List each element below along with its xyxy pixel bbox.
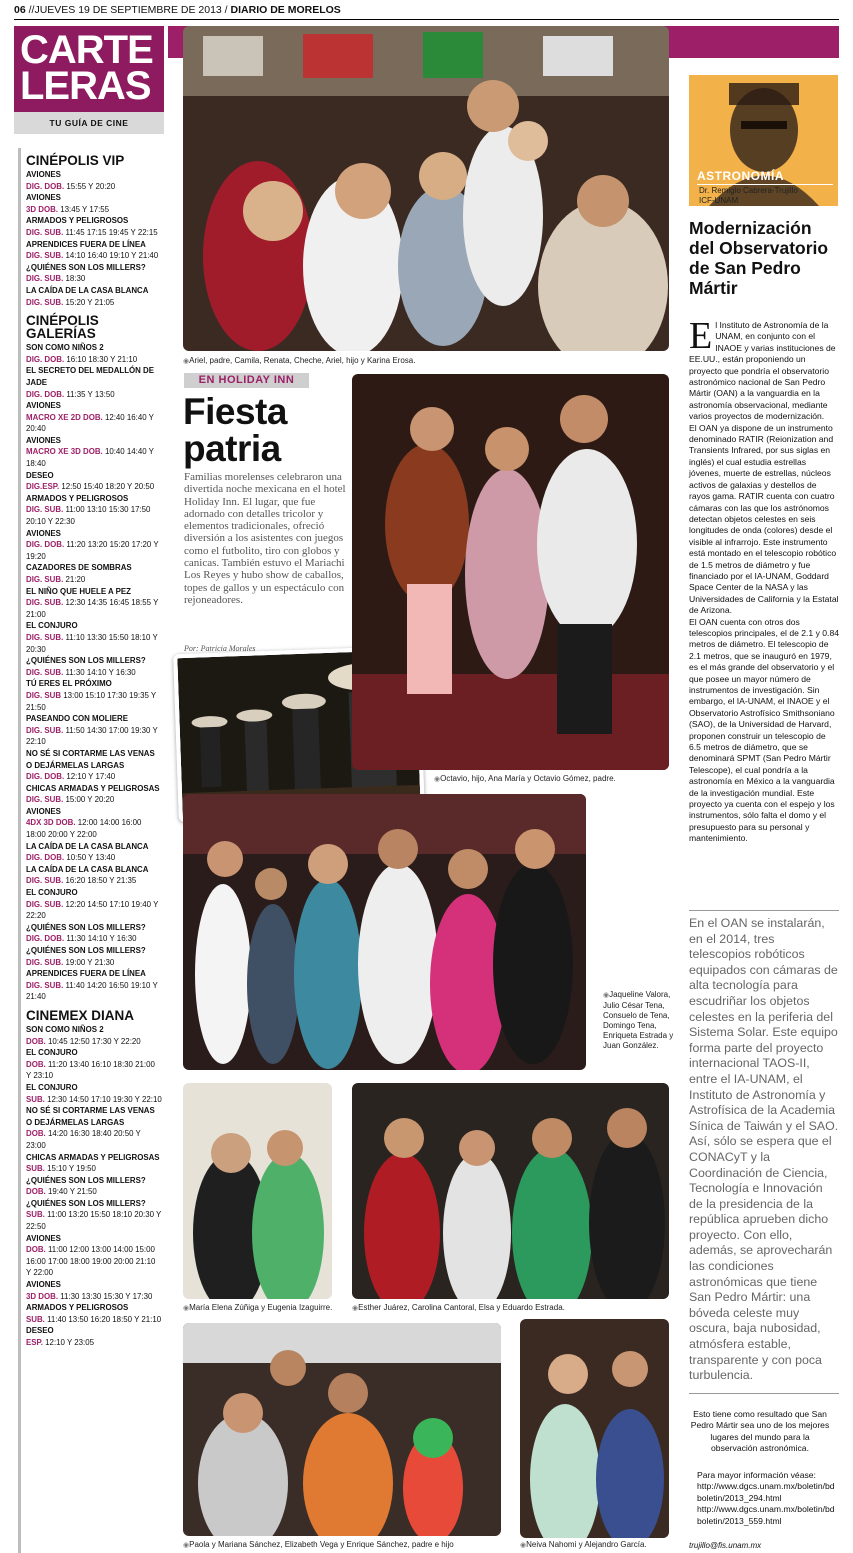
column-outro: Esto tiene como resultado que San Pedro Mártir sea uno de los mejores lugares del mundo para la observación astronómica.: [690, 1409, 830, 1454]
movie-title: LA CAÍDA DE LA CASA BLANCA: [26, 864, 149, 874]
photo-zuniga-izaguirre: [183, 1083, 332, 1299]
showtimes: [26, 771, 162, 783]
showtimes: [26, 412, 162, 435]
listing-entry: [26, 678, 162, 713]
listing-entry: [26, 1175, 162, 1198]
format-label: DIG. SUB.: [26, 632, 64, 642]
caption-text: Octavio, hijo, Ana María y Octavio Gómez, padre.: [440, 774, 616, 783]
movie-title: ¿QUIÉNES SON LOS MILLERS?: [26, 262, 146, 272]
format-label: MACRO XE 2D DOB.: [26, 412, 103, 422]
showtimes: [26, 250, 162, 262]
listing-entry: [26, 1024, 162, 1047]
movie-title: LA CAÍDA DE LA CASA BLANCA: [26, 841, 149, 851]
links-intro: Para mayor información véase:: [697, 1470, 816, 1480]
showtimes: [26, 1244, 162, 1279]
movie-listings: [14, 148, 162, 1553]
showtimes: [26, 1186, 162, 1198]
time-list: 15:00 Y 20:20: [65, 795, 115, 805]
showtimes: [26, 1209, 162, 1232]
listing-entry: [26, 262, 162, 285]
format-label: DIG. SUB.: [26, 876, 64, 886]
pull-quote-rule-bottom: [689, 1393, 839, 1394]
time-list: 11:30 14:10 Y 16:30: [65, 667, 136, 677]
movie-title: ¿QUIÉNES SON LOS MILLERS?: [26, 1198, 146, 1208]
showtimes: [26, 957, 162, 969]
listing-entry: [26, 783, 162, 806]
format-label: DIG. SUB.: [26, 274, 64, 284]
headline-line-1: Fiesta: [183, 391, 287, 432]
showtimes: [26, 933, 162, 945]
time-list: 11:45 17:15 19:45 Y 22:15: [65, 227, 158, 237]
paragraph-2: El OAN ya dispone de un instrumento denominado RATIR (Reionization and Transients Infrared, por sus siglas en inglés) el cual estudia estrellas jóvenes, muerte de estrellas, núcleos activos de galaxias y destellos de rayos gama. RATIR cuenta con cuatro cámaras con las que los astrónomos detectan objetos celestes en seis longitudes de onda (colores) desde el visible al infrarrojo. Este instrumento está montado en el telescopio robótico de 1.5 metros de diámetro y fue financiado por el IA-UNAM, Goddard Space Center de la NASA y las Universidades de California y la Estatal de Arizona.: [689, 422, 839, 616]
link-1[interactable]: http://www.dgcs.unam.mx/boletin/bdboletin/2013_294.html: [697, 1481, 835, 1503]
movie-title: AVIONES: [26, 170, 61, 179]
time-list: 12:10 Y 23:05: [45, 1338, 95, 1347]
listing-entry: [26, 748, 162, 783]
time-list: 12:30 14:35 16:45 18:55 Y 21:00: [26, 598, 159, 619]
format-label: DIG. DOB.: [26, 181, 65, 191]
movie-title: AVIONES: [26, 435, 61, 445]
format-label: DIG. DOB.: [26, 853, 65, 863]
time-list: 11:00 12:00 13:00 14:00 15:00 16:00 17:00 18:00 19:00 20:00 21:10 Y 22:00: [26, 1245, 156, 1278]
story-headline: [183, 393, 353, 467]
time-list: 11:20 13:40 16:10 18:30 21:00 Y 23:10: [26, 1059, 155, 1081]
movie-title: CHICAS ARMADAS Y PELIGROSAS: [26, 1152, 160, 1162]
movie-title: EL CONJURO: [26, 1048, 78, 1058]
movie-title: ARMADOS Y PELIGROSOS: [26, 493, 129, 503]
listing-entry: [26, 1047, 162, 1082]
showtimes: [26, 1094, 162, 1106]
time-list: 15:55 Y 20:20: [66, 181, 116, 191]
showtimes: [26, 574, 162, 586]
time-list: 16:20 18:50 Y 21:35: [65, 876, 137, 886]
movie-title: SON COMO NIÑOS 2: [26, 1024, 104, 1034]
movie-title: DESEO: [26, 1326, 54, 1336]
page-number: 06: [14, 4, 26, 16]
movie-title: ¿QUIÉNES SON LOS MILLERS?: [26, 1175, 146, 1185]
showtimes: [26, 1291, 162, 1303]
listing-entry: [26, 169, 162, 192]
showtimes: [26, 181, 162, 193]
format-label: DIG. SUB.: [26, 899, 64, 909]
cinema-name: CINÉPOLIS VIP: [26, 153, 125, 168]
photo-tena-family: [183, 794, 586, 1070]
movie-title: SON COMO NIÑOS 2: [26, 343, 104, 353]
movie-title: TÚ ERES EL PRÓXIMO: [26, 679, 112, 689]
showtimes: [26, 875, 162, 887]
format-label: DOB.: [26, 1059, 46, 1069]
page-header: [14, 4, 341, 16]
showtimes: [26, 539, 162, 562]
listing-entry: [26, 841, 162, 864]
movie-title: AVIONES: [26, 1233, 61, 1243]
time-list: 13:00 15:10 17:30 19:35 Y 21:50: [26, 690, 157, 712]
paragraph-1: [689, 315, 839, 423]
showtimes: [26, 817, 162, 840]
listing-entry: [26, 968, 162, 1003]
story-lead: Familias morelenses celebraron una divertida noche mexicana en el hotel Holiday Inn. El lugar, que fue adornado con detalles tricolor y elementos tradicionales, ofreció diversión a los asistentes con juegos como el futbolito, tiro con globos y canicas. También estuvo el Mariachi Los Reyes y hubo show de caballos, topes de gallos y un espectáculo con rejoneadores.: [184, 471, 346, 606]
movie-title: APRENDICES FUERA DE LÍNEA: [26, 239, 146, 249]
showtimes: [26, 1314, 162, 1326]
showtimes: [26, 446, 162, 469]
caption-photo-4: ◉Jaqueline Valora, Julio César Tena, Consuelo de Tena, Domingo Tena, Enriqueta Estrada y Juan González.: [603, 990, 674, 1050]
showtimes: [26, 481, 162, 493]
listing-entry: [26, 285, 162, 308]
listing-entry: [26, 400, 162, 435]
format-label: DIG. SUB.: [26, 297, 64, 307]
movie-title: PASEANDO CON MOLIERE: [26, 714, 128, 724]
time-list: 10:45 12:50 17:30 Y 22:20: [47, 1036, 141, 1046]
dropcap: E: [689, 315, 713, 357]
format-label: ESP.: [26, 1338, 43, 1347]
movie-title: ¿QUIÉNES SON LOS MILLERS?: [26, 946, 146, 955]
listing-entry: [26, 192, 162, 215]
column-badge: [689, 75, 838, 206]
showtimes: [26, 597, 162, 620]
listing-entry: [26, 1325, 162, 1348]
format-label: DOB.: [26, 1187, 46, 1197]
movie-title: AVIONES: [26, 1280, 61, 1290]
format-label: DIG. SUB.: [26, 957, 64, 967]
listing-entry: [26, 528, 162, 563]
showtimes: [26, 1059, 162, 1082]
listing-entry: [26, 864, 162, 887]
pull-quote-rule-top: [689, 910, 839, 911]
time-list: 11:40 14:20 16:50 19:10 Y 21:40: [26, 980, 158, 1002]
story-byline: Por: Patricia Morales: [184, 644, 256, 653]
movie-title: ARMADOS Y PELIGROSOS: [26, 216, 129, 226]
movie-title: APRENDICES FUERA DE LÍNEA: [26, 969, 146, 979]
listing-entry: [26, 435, 162, 470]
format-label: DIG. SUB.: [26, 227, 64, 237]
showtimes: [26, 354, 162, 366]
showtimes: [26, 1163, 162, 1175]
time-list: 12:40 16:40 Y 20:40: [26, 412, 154, 434]
caption-text: Ariel, padre, Camila, Renata, Cheche, Ariel, hijo y Karina Erosa.: [189, 356, 416, 365]
showtimes: [26, 794, 162, 806]
format-label: DIG. SUB.: [26, 251, 64, 261]
link-2[interactable]: http://www.dgcs.unam.mx/boletin/bdboletin/2013_559.html: [697, 1504, 835, 1526]
listing-entry: [26, 586, 162, 621]
format-label: DIG. SUB.: [26, 980, 64, 990]
listing-entry: [26, 493, 162, 528]
time-list: 14:10 16:40 19:10 Y 21:40: [65, 251, 159, 261]
caption-text: Esther Juárez, Carolina Cantoral, Elsa y Eduardo Estrada.: [358, 1303, 565, 1312]
format-label: DIG. SUB.: [26, 575, 64, 584]
time-list: 12:20 14:50 17:10 19:40 Y 22:20: [26, 899, 159, 921]
time-list: 10:40 14:40 Y 18:40: [26, 447, 154, 469]
format-label: DIG. DOB.: [26, 389, 65, 399]
caption-text: Neiva Nahomi y Alejandro García.: [526, 1540, 647, 1549]
time-list: 10:50 Y 13:40: [66, 853, 116, 863]
format-label: DIG. SUB.: [26, 598, 64, 608]
listing-entry: [26, 1302, 162, 1325]
time-list: 11:00 13:10 15:30 17:50 20:10 Y 22:30: [26, 505, 151, 527]
time-list: 11:40 13:50 16:20 18:50 Y 21:10: [47, 1314, 162, 1324]
time-list: 19:00 Y 21:30: [65, 957, 115, 967]
time-list: 11:30 14:10 Y 16:30: [66, 934, 137, 944]
format-label: DIG. SUB: [26, 690, 62, 700]
time-list: 21:20: [65, 575, 86, 584]
listing-entry: [26, 922, 162, 945]
caption-photo-6: ◉Esther Juárez, Carolina Cantoral, Elsa y Eduardo Estrada.: [352, 1303, 565, 1312]
movie-title: ¿QUIÉNES SON LOS MILLERS?: [26, 656, 146, 666]
format-label: DIG. SUB.: [26, 795, 64, 805]
showtimes: [26, 227, 162, 239]
listing-entry: [26, 806, 162, 841]
time-list: 15:20 Y 21:05: [65, 297, 115, 307]
format-label: DIG. DOB.: [26, 772, 65, 782]
caption-photo-7: ◉Paola y Mariana Sánchez, Elizabeth Vega y Enrique Sánchez, padre e hijo: [183, 1540, 454, 1549]
listing-entry: [26, 342, 162, 365]
listing-entry: [26, 1279, 162, 1302]
showtimes: [26, 690, 162, 713]
photo-nahomi-garcia: [520, 1319, 669, 1538]
page-date: //JUEVES 19 DE SEPTIEMBRE DE 2013 /: [28, 4, 228, 16]
column-links: [697, 1470, 839, 1527]
listing-entry: [26, 887, 162, 922]
movie-title: EL CONJURO: [26, 888, 78, 898]
logo-line-2: LERAS: [20, 64, 151, 108]
listing-entry: [26, 655, 162, 678]
showtimes: [26, 273, 162, 285]
movie-title: EL SECRETO DEL MEDALLÓN DE JADE: [26, 366, 155, 387]
listing-entry: [26, 215, 162, 238]
format-label: SUB.: [26, 1164, 45, 1174]
time-list: 12:50 15:40 18:20 Y 20:50: [61, 482, 155, 492]
showtimes: [26, 667, 162, 679]
format-label: SUB.: [26, 1314, 45, 1324]
showtimes: [26, 1128, 162, 1151]
showtimes: [26, 1337, 162, 1349]
movie-title: ARMADOS Y PELIGROSOS: [26, 1303, 129, 1313]
logo-subtitle: TU GUÍA DE CINE: [14, 112, 164, 134]
listing-entry: [26, 1233, 162, 1279]
listing-entry: [26, 1082, 162, 1105]
format-label: DIG. DOB.: [26, 540, 65, 550]
listing-entry: [26, 1198, 162, 1233]
movie-title: ¿QUIÉNES SON LOS MILLERS?: [26, 922, 146, 932]
column-body: [689, 315, 840, 845]
time-list: 13:45 Y 17:55: [60, 204, 110, 214]
time-list: 12:00 14:00 16:00 18:00 20:00 Y 22:00: [26, 818, 142, 840]
format-label: DIG. SUB.: [26, 667, 64, 677]
caption-photo-1: ◉Ariel, padre, Camila, Renata, Cheche, Ariel, hijo y Karina Erosa.: [183, 356, 416, 365]
format-label: 3D DOB.: [26, 204, 59, 214]
format-label: DIG. SUB.: [26, 725, 64, 735]
pull-quote: En el OAN se instalarán, en el 2014, tres telescopios robóticos equipados con cámaras de alta tecnología para escudriñar los objetos celestes en la periferia del Sistema Solar. Este equipo forma parte del proyecto internacional TAOS-II, entre el IA-UNAM, el Instituto de Astronomía y Astrofísica de la Academia Sínica de Taiwán y el SAO. Así, sólo se espera que el CONACyT y la Coordinación de Ciencia, Tecnología e Innovación de la presidencia de la república aprueben dicho proyecto. Con ello, además, se aprovecharán las condiciones astronómicas que tiene San Pedro Mártir: una bóveda celeste muy oscura, baja nubosidad, atmósfera estable, transparente y con poca turbulencia.: [689, 916, 839, 1383]
movie-title: NO SÉ SI CORTARME LAS VENAS O DEJÁRMELAS LARGAS: [26, 1106, 155, 1127]
kicker-rule: [697, 184, 833, 185]
listing-entry: [26, 945, 162, 968]
showtimes: [26, 899, 162, 922]
listing-entry: [26, 239, 162, 262]
listing-entry: [26, 1105, 162, 1151]
listing-entry: [26, 1152, 162, 1175]
caption-text: Jaqueline Valora, Julio César Tena, Consuelo de Tena, Domingo Tena, Enriqueta Estrada y Juan González.: [603, 990, 674, 1050]
movie-title: EL NIÑO QUE HUELE A PEZ: [26, 586, 131, 596]
movie-title: AVIONES: [26, 193, 61, 203]
time-list: 19:40 Y 21:50: [47, 1187, 97, 1197]
showtimes: [26, 852, 162, 864]
time-list: 11:35 Y 13:50: [66, 389, 115, 399]
author-affiliation: ICF-UNAM: [699, 195, 739, 205]
showtimes: [26, 632, 162, 655]
movie-title: LA CAÍDA DE LA CASA BLANCA: [26, 285, 149, 295]
time-list: 11:20 13:20 15:20 17:20 Y 19:20: [26, 540, 159, 561]
time-list: 12:10 Y 17:40: [66, 772, 116, 782]
format-label: 4DX 3D DOB.: [26, 818, 76, 828]
showtimes: [26, 297, 162, 309]
time-list: 18:30: [65, 274, 86, 284]
showtimes: [26, 725, 162, 748]
movie-title: AVIONES: [26, 806, 61, 816]
movie-title: EL CONJURO: [26, 1082, 78, 1092]
time-list: 11:50 14:30 17:00 19:30 Y 22:10: [26, 725, 158, 747]
column-kicker: ASTRONOMÍA: [697, 169, 784, 183]
column-signature[interactable]: trujillo@fis.unam.mx: [689, 1541, 762, 1550]
time-list: 11:10 13:30 15:50 18:10 Y 20:30: [26, 632, 158, 654]
showtimes: [26, 389, 162, 401]
format-label: DIG.ESP.: [26, 482, 60, 492]
listing-entry: [26, 562, 162, 585]
movie-title: EL CONJURO: [26, 621, 78, 631]
photo-sanchez-family: [183, 1323, 501, 1536]
caption-photo-8: ◉Neiva Nahomi y Alejandro García.: [520, 1540, 647, 1549]
time-list: 11:00 13:20 15:50 18:10 20:30 Y 22:50: [26, 1210, 162, 1232]
paragraph-1-text: l Instituto de Astronomía de la UNAM, en conjunto con el INAOE y varias instituciones de EE.UU., están proponiendo un proyecto que pondría el observatorio astronómico nacional de San Pedro Mártir (OAN) a la vanguardia en la astronomía observacional, mediante varios proyectos de modernización.: [689, 320, 836, 422]
movie-title: AVIONES: [26, 401, 61, 411]
listing-entry: [26, 713, 162, 748]
movie-title: DESEO: [26, 470, 54, 480]
listing-entry: [26, 620, 162, 655]
format-label: DOB.: [26, 1245, 46, 1255]
format-label: DIG. DOB.: [26, 934, 65, 944]
caption-text: María Elena Zúñiga y Eugenia Izaguirre.: [189, 1303, 333, 1312]
time-list: 16:10 18:30 Y 21:10: [66, 354, 138, 364]
cinema-name: CINÉPOLIS GALERÍAS: [26, 313, 99, 342]
format-label: DOB.: [26, 1036, 46, 1046]
listing-entry: [26, 470, 162, 493]
format-label: MACRO XE 3D DOB.: [26, 447, 103, 457]
photo-juarez-estrada: [352, 1083, 669, 1299]
format-label: DIG. DOB.: [26, 354, 65, 364]
format-label: SUB.: [26, 1210, 45, 1220]
format-label: 3D DOB.: [26, 1291, 59, 1301]
carteleras-logo: [14, 26, 164, 112]
author-name: Dr. Remigio Cabrera-Trujillo: [699, 186, 798, 195]
time-list: 11:30 13:30 15:30 Y 17:30: [60, 1291, 153, 1301]
column-author: [699, 186, 798, 205]
logo-line-1: CARTE: [20, 28, 153, 72]
showtimes: [26, 204, 162, 216]
movie-title: NO SÉ SI CORTARME LAS VENAS O DEJÁRMELAS LARGAS: [26, 748, 155, 770]
showtimes: [26, 1036, 162, 1048]
showtimes: [26, 504, 162, 527]
caption-text: Paola y Mariana Sánchez, Elizabeth Vega y Enrique Sánchez, padre e hijo: [189, 1540, 454, 1549]
header-rule: [14, 19, 839, 20]
paper-name: DIARIO DE MORELOS: [230, 4, 341, 16]
photo-gomez-family: [352, 374, 669, 770]
story-tagline: EN HOLIDAY INN: [184, 373, 309, 388]
paragraph-3: El OAN cuenta con otros dos telescopios principales, el de 2.1 y 0.84 metros de diámetro. El telescopio de 2.1 metros, que se inauguró en 1979, es el más grande del observatorio y el que posee un mayor número de instrumentos de investigación. Sin embargo, el IA-UNAM, el INAOE y el Observatorio Astrofísico Smithsoniano (SAO), de la Universidad de Harvard, proponen construir un telescopio de 6.5 metros de diámetro, que se denominará SPMT (San Pedro Mártir Telescope), el cual pondría a la astronomía en México a la vanguardia de la investigación mundial. Este proyecto ya cuenta con el espejo y los instrumentos, sólo falta el domo y el presupuesto para su personal y mantenimiento.: [689, 616, 840, 844]
time-list: 15:10 Y 19:50: [47, 1164, 96, 1174]
movie-title: AVIONES: [26, 528, 61, 538]
movie-title: CHICAS ARMADAS Y PELIGROSAS: [26, 783, 160, 793]
time-list: 12:30 14:50 17:10 19:30 Y 22:10: [47, 1094, 162, 1104]
showtimes: [26, 980, 162, 1003]
format-label: DIG. SUB.: [26, 505, 64, 515]
photo-family-erosa: [183, 26, 669, 351]
headline-line-2: patria: [183, 428, 281, 469]
column-title: Modernización del Observatorio de San Pedro Mártir: [689, 218, 829, 298]
movie-title: CAZADORES DE SOMBRAS: [26, 563, 132, 573]
format-label: SUB.: [26, 1094, 45, 1104]
listing-entry: [26, 365, 162, 400]
caption-photo-3: ◉Octavio, hijo, Ana María y Octavio Gómez, padre.: [434, 774, 616, 783]
time-list: 14:20 16:30 18:40 20:50 Y 23:00: [26, 1129, 141, 1150]
caption-photo-5: ◉María Elena Zúñiga y Eugenia Izaguirre.: [183, 1303, 333, 1312]
format-label: DOB.: [26, 1129, 46, 1139]
cinema-name: CINEMEX DIANA: [26, 1007, 135, 1023]
